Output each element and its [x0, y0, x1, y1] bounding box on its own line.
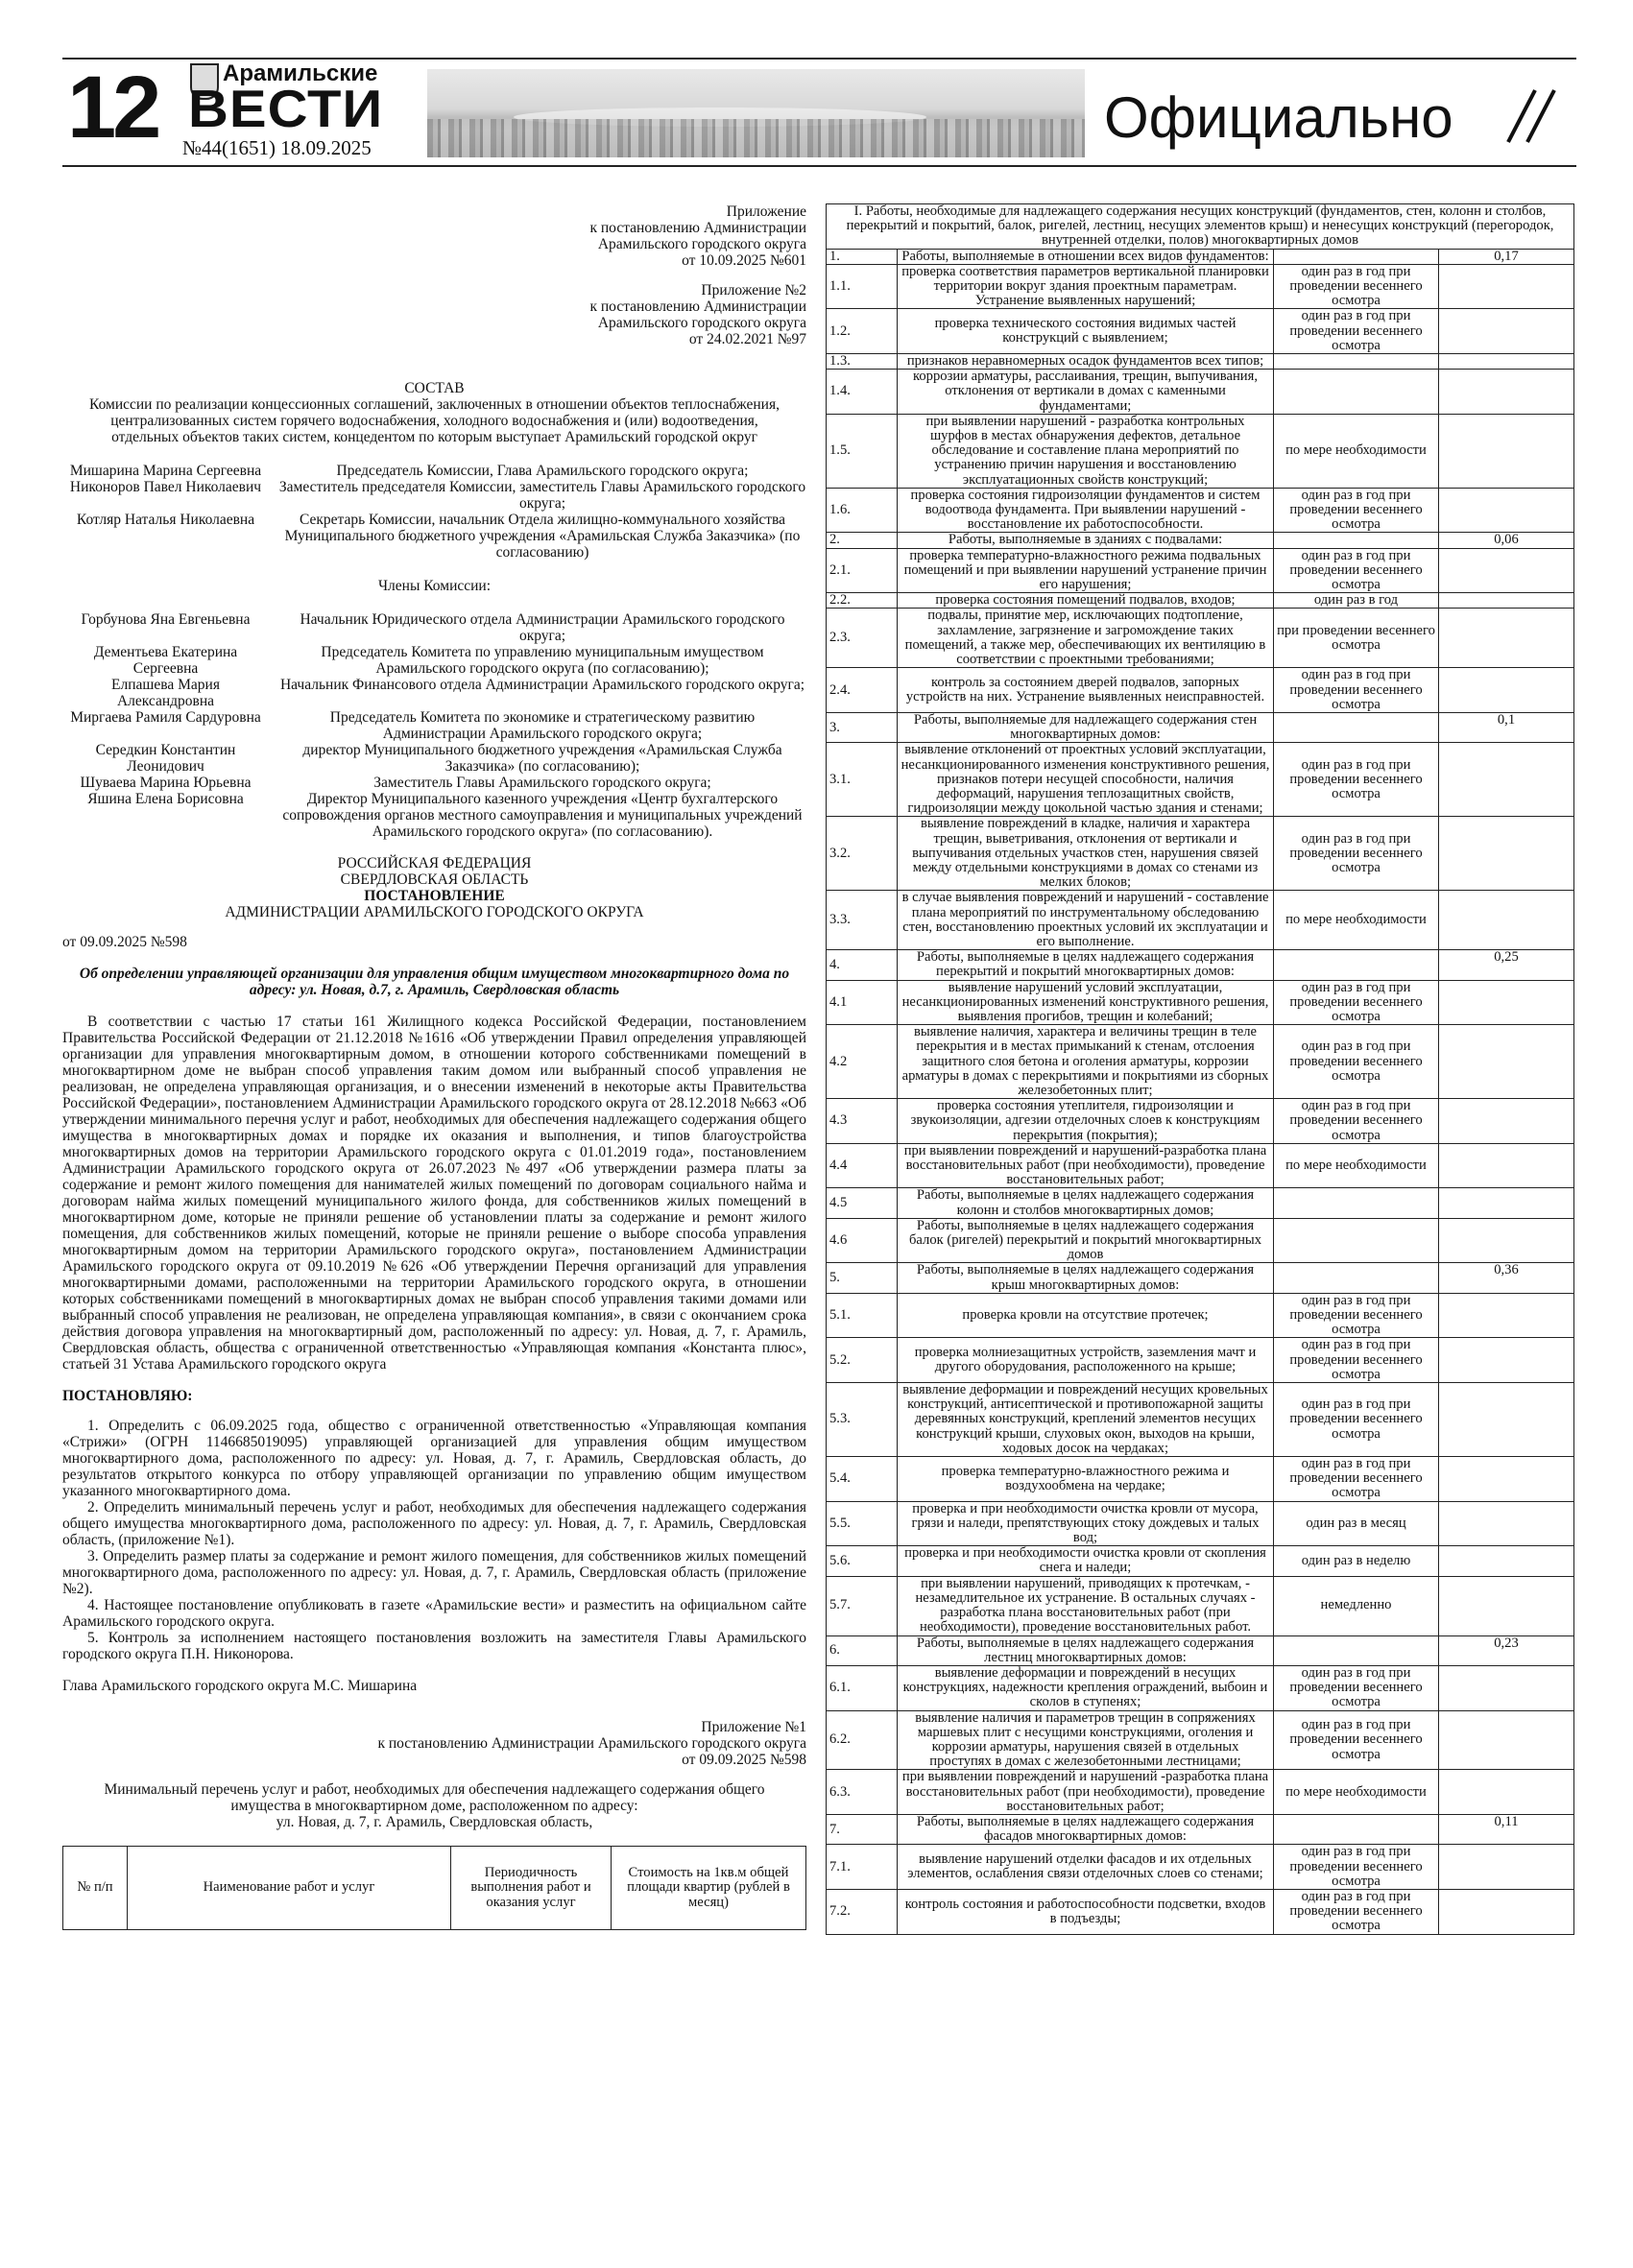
- roster-row: [62, 791, 806, 840]
- appendix-line: от 09.09.2025 №598: [682, 1752, 806, 1768]
- row-cost: 0,23: [1439, 1635, 1574, 1665]
- row-period: [1274, 249, 1439, 264]
- row-cost: [1439, 548, 1574, 593]
- row-number: 2.1.: [827, 548, 898, 593]
- appendix-line: к постановлению Администрации Арамильского городского округа: [377, 1735, 806, 1752]
- decree-signature: Глава Арамильского городского округа М.С. Мишарина: [62, 1678, 418, 1694]
- member-position: Председатель Комитета по экономике и стратегическому развитию Администрации Арамильского городского округа;: [329, 709, 756, 742]
- row-work-name: выявление отклонений от проектных условий эксплуатации, несанкционированного изменения конструктивного решения, признаков потери несущей способности, наличия деформаций, нарушения теплозащитных свойств, гидроизоляции между цокольной частью здания и стенами;: [898, 743, 1274, 817]
- member-position: Секретарь Комиссии, начальник Отдела жилищно-коммунального хозяйства Муниципального бюджетного учреждения «Арамильская Служба Заказчика» (по согласованию): [284, 512, 801, 561]
- header-landscape-photo: [427, 69, 1085, 157]
- row-number: 1.5.: [827, 414, 898, 488]
- decree-type: ПОСТАНОВЛЕНИЕ: [364, 888, 505, 904]
- row-work-name: выявление деформации и повреждений несущих кровельных конструкций, антисептической и противопожарной защиты деревянных конструкций, креплений элементов несущих конструкций крыши, слуховых окон, выходов на крыши, ходовых досок на чердаках;: [898, 1383, 1274, 1457]
- logo-small-text: Арамильские: [223, 60, 378, 86]
- row-work-name: Работы, выполняемые в зданиях с подвалами:: [898, 533, 1274, 548]
- row-number: 4.2: [827, 1025, 898, 1099]
- appendix-2-block: [62, 282, 806, 347]
- table-row: [827, 817, 1574, 891]
- roster-row: [62, 611, 806, 644]
- table-row: [827, 609, 1574, 668]
- row-period: [1274, 1218, 1439, 1263]
- member-position: Директор Муниципального казенного учреждения «Центр бухгалтерского сопровождения органов местного самоуправления и муниципальных учреждений Арамильского городского округа» (по согласованию).: [282, 791, 803, 840]
- table-row: [827, 1546, 1574, 1576]
- row-number: 5.4.: [827, 1457, 898, 1502]
- appendix-line: Арамильского городского округа: [597, 315, 806, 331]
- table-row: [827, 891, 1574, 950]
- row-cost: [1439, 414, 1574, 488]
- decree-region: СВЕРДЛОВСКАЯ ОБЛАСТЬ: [340, 871, 529, 888]
- row-work-name: Работы, выполняемые в отношении всех видов фундаментов:: [898, 249, 1274, 264]
- row-number: 4.3: [827, 1099, 898, 1144]
- row-period: один раз в год при проведении весеннего осмотра: [1274, 980, 1439, 1025]
- table-row: [827, 488, 1574, 533]
- row-cost: [1439, 354, 1574, 370]
- row-period: один раз в год при проведении весеннего осмотра: [1274, 264, 1439, 309]
- member-position: Председатель Комитета по управлению муниципальным имуществом Арамильского городского округа (по согласованию);: [321, 644, 764, 677]
- row-cost: [1439, 1710, 1574, 1770]
- commission-leaders: [62, 463, 806, 561]
- table-row: [827, 548, 1574, 593]
- row-cost: [1439, 609, 1574, 668]
- decree-item: 5. Контроль за исполнением настоящего постановления возложить на заместителя Главы Арамильского городского округа П.Н. Никонорова.: [62, 1630, 806, 1662]
- row-period: по мере необходимости: [1274, 1143, 1439, 1188]
- table-row: [827, 1889, 1574, 1934]
- row-period: [1274, 1263, 1439, 1293]
- table-row: [827, 950, 1574, 980]
- appendix-1-block: [62, 1719, 806, 1768]
- roster-row: [62, 709, 806, 742]
- row-period: один раз в год при проведении весеннего осмотра: [1274, 1025, 1439, 1099]
- table-row: [827, 1218, 1574, 1263]
- appendix-line: к постановлению Администрации: [589, 298, 806, 315]
- member-name: Никоноров Павел Николаевич: [69, 479, 262, 495]
- table-row: [827, 249, 1574, 264]
- row-cost: [1439, 593, 1574, 609]
- row-work-name: Работы, выполняемые в целях надлежащего содержания лестниц многоквартирных домов:: [898, 1635, 1274, 1665]
- row-period: один раз в год при проведении весеннего осмотра: [1274, 1099, 1439, 1144]
- member-position: Начальник Финансового отдела Администрации Арамильского городского округа;: [279, 677, 805, 693]
- member-name: Елпашева Мария Александровна: [111, 677, 220, 709]
- row-work-name: Работы, выполняемые в целях надлежащего содержания крыш многоквартирных домов:: [898, 1263, 1274, 1293]
- row-cost: [1439, 1099, 1574, 1144]
- table-row: [827, 533, 1574, 548]
- row-work-name: коррозии арматуры, расслаивания, трещин, выпучивания, отклонения от вертикали в домах с каменными фундаментами;: [898, 370, 1274, 415]
- table-row: [827, 414, 1574, 488]
- row-number: 3.: [827, 712, 898, 742]
- table-rows: [827, 249, 1574, 1934]
- row-cost: [1439, 743, 1574, 817]
- table-row: [827, 1576, 1574, 1635]
- row-number: 2.4.: [827, 668, 898, 713]
- row-cost: [1439, 1188, 1574, 1218]
- member-position: директор Муниципального бюджетного учреждения «Арамильская Служба Заказчика» (по согласованию);: [302, 742, 782, 775]
- row-work-name: проверка состояния утеплителя, гидроизоляции и звукоизоляции, адгезии отделочных слоев к конструкциям перекрытия (покрытия);: [898, 1099, 1274, 1144]
- member-name: Яшина Елена Борисовна: [87, 791, 244, 807]
- row-period: один раз в год при проведении весеннего осмотра: [1274, 1338, 1439, 1383]
- commission-members: [62, 611, 806, 840]
- roster-row: [62, 775, 806, 791]
- appendix-1-title: Минимальный перечень услуг и работ, необходимых для обеспечения надлежащего содержания общего имущества в многоквартирном доме, расположенном по адресу:: [104, 1781, 765, 1814]
- table-row: [827, 370, 1574, 415]
- member-name: Мишарина Марина Сергеевна: [69, 463, 262, 479]
- row-cost: [1439, 817, 1574, 891]
- row-period: один раз в год при проведении весеннего осмотра: [1274, 668, 1439, 713]
- row-cost: [1439, 1665, 1574, 1710]
- row-number: 2.: [827, 533, 898, 548]
- row-work-name: проверка состояния гидроизоляции фундаментов и систем водоотвода фундамента. При выявлении нарушений - восстановление их работоспособности.: [898, 488, 1274, 533]
- appendix-line: от 24.02.2021 №97: [688, 331, 806, 347]
- decree-item: 4. Настоящее постановление опубликовать в газете «Арамильские вести» и разместить на официальном сайте Арамильского городского округа.: [62, 1597, 806, 1630]
- row-cost: [1439, 891, 1574, 950]
- member-position: Начальник Юридического отдела Администрации Арамильского городского округа;: [300, 611, 785, 644]
- row-cost: [1439, 1383, 1574, 1457]
- row-cost: [1439, 1889, 1574, 1934]
- row-work-name: выявление нарушений отделки фасадов и их отдельных элементов, ослабления связи отделочных слоев со стенами;: [898, 1845, 1274, 1890]
- decree-item: 2. Определить минимальный перечень услуг и работ, необходимых для обеспечения надлежащего содержания общего имущества многоквартирного дома, расположенного по адресу: ул. Новая, д. 7, г. Арамиль, Свердловская область, (приложение №1).: [62, 1499, 806, 1548]
- row-period: по мере необходимости: [1274, 891, 1439, 950]
- appendix-line: к постановлению Администрации: [589, 220, 806, 236]
- appendix-main-block: [62, 203, 806, 269]
- row-work-name: при выявлении повреждений и нарушений-разработка плана восстановительных работ (при необходимости), проведение восстановительных работ;: [898, 1143, 1274, 1188]
- section-title: Официально: [1104, 85, 1453, 150]
- row-period: [1274, 1635, 1439, 1665]
- table-row: [827, 1710, 1574, 1770]
- header-cost: Стоимость на 1кв.м общей площади квартир (рублей в месяц): [612, 1847, 806, 1930]
- table-row: [827, 1457, 1574, 1502]
- member-name: Котляр Наталья Николаевна: [76, 512, 255, 528]
- decree-authority: АДМИНИСТРАЦИИ АРАМИЛЬСКОГО ГОРОДСКОГО ОКРУГА: [225, 904, 644, 920]
- row-period: немедленно: [1274, 1576, 1439, 1635]
- row-cost: [1439, 1845, 1574, 1890]
- decree-item: 1. Определить с 06.09.2025 года, общество с ограниченной ответственностью «Управляющая компания «Стрижи» (ОГРН 1146685019095) управляющей организацией для управления общим имуществом многоквартирного дома, расположенного по адресу: ул. Новая, д. 7, г. Арамиль, Свердловская область, до результатов открытого конкурса по отбору управляющей организации по управлению общим имуществом указанного многоквартирного дома.: [62, 1418, 806, 1499]
- row-number: 4.5: [827, 1188, 898, 1218]
- row-period: один раз в год при проведении весеннего осмотра: [1274, 1845, 1439, 1890]
- row-cost: [1439, 1218, 1574, 1263]
- member-name: Миргаева Рамиля Сардуровна: [70, 709, 261, 726]
- row-number: 1.2.: [827, 309, 898, 354]
- member-name: Шуваева Марина Юрьевна: [80, 775, 252, 791]
- section-title-cell: I. Работы, необходимые для надлежащего содержания несущих конструкций (фундаментов, стен, колонн и столбов, перекрытий и покрытий, балок, ригелей, лестниц, несущих элементов крыш) и ненесущих конструкций (перегородок, внутренней отделки, полов) многоквартирных домов: [827, 204, 1574, 250]
- row-cost: [1439, 1546, 1574, 1576]
- row-number: 1.4.: [827, 370, 898, 415]
- row-number: 4.: [827, 950, 898, 980]
- row-work-name: Работы, выполняемые в целях надлежащего содержания фасадов многоквартирных домов:: [898, 1814, 1274, 1844]
- row-work-name: Работы, выполняемые в целях надлежащего содержания балок (ригелей) перекрытий и покрытий многоквартирных домов: [898, 1218, 1274, 1263]
- logo-big-text: ВЕСТИ: [188, 79, 384, 139]
- table-row: [827, 1383, 1574, 1457]
- row-work-name: при выявлении повреждений и нарушений -разработка плана восстановительных работ (при необходимости), проведение восстановительных работ;: [898, 1770, 1274, 1815]
- roster-row: [62, 512, 806, 561]
- row-cost: 0,25: [1439, 950, 1574, 980]
- row-work-name: Работы, выполняемые в целях надлежащего содержания колонн и столбов многоквартирных домов;: [898, 1188, 1274, 1218]
- row-number: 6.: [827, 1635, 898, 1665]
- row-period: один раз в год при проведении весеннего осмотра: [1274, 1710, 1439, 1770]
- row-period: один раз в год: [1274, 593, 1439, 609]
- appendix-line: Приложение №1: [701, 1719, 806, 1735]
- row-number: 6.1.: [827, 1665, 898, 1710]
- row-number: 4.1: [827, 980, 898, 1025]
- row-period: при проведении весеннего осмотра: [1274, 609, 1439, 668]
- row-period: [1274, 370, 1439, 415]
- row-cost: [1439, 1457, 1574, 1502]
- decree-header: [62, 855, 806, 920]
- row-number: 5.5.: [827, 1501, 898, 1546]
- decree-country: РОССИЙСКАЯ ФЕДЕРАЦИЯ: [337, 855, 532, 871]
- table-row: [827, 1845, 1574, 1890]
- table-row: [827, 593, 1574, 609]
- row-work-name: проверка и при необходимости очистка кровли от скопления снега и наледи;: [898, 1546, 1274, 1576]
- row-work-name: выявление нарушений условий эксплуатации, несанкционированных изменений конструктивного решения, выявления прогибов, трещин и колебаний;: [898, 980, 1274, 1025]
- table-row: [827, 1814, 1574, 1844]
- decree-preamble: В соответствии с частью 17 статьи 161 Жилищного кодекса Российской Федерации, постановлением Правительства Российской Федерации от 21.12.2018 №1616 «Об утверждении Правил определения управляющей организации для управления многоквартирным домом, в отношении которого собственниками помещений в многоквартирном доме не выбран способ управления таким домом или выбранный способ управления не реализован, не определена управляющая организация, и о внесении изменений в некоторые акты Правительства Российской Федерации», постановлением Администрации Арамильского городского округа от 28.12.2018 №663 «Об утверждении минимального перечня услуг и работ, необходимых для обеспечения надлежащего содержания общего имущества в многоквартирных домах и порядке их оказания и выполнения, и типов благоустройства многоквартирных домов на территории Арамильского городского округа с 01.01.2019 года», постановлением Администрации Арамильского городского округа от 26.07.2023 №497 «Об утверждении размера платы за содержание и ремонт жилого помещения для нанимателей жилых помещений по договорам социального найма и договорам найма жилых помещений муниципального жилого фонда, для собственников жилых помещений в многоквартирном доме, которые не приняли решение об установлении платы за содержание и ремонт жилого помещения, для собственников жилых помещений, которые не приняли решение о выборе способа управления многоквартирным домом на территории Арамильского городского округа», постановлением Администрации Арамильского городского округа от 09.10.2019 №626 «Об утверждении Перечня организаций для управления многоквартирными домами, расположенными на территории Арамильского городского округа, в отношении которых собственниками помещений в многоквартирных домах не выбран способ управления такими домами или выбранный способ управления не реализован, не определена управляющая компания», в связи с окончанием срока действия договора управления на многоквартирный дом, расположенный по адресу: ул. Новая, д. 7, г. Арамиль, Свердловская область, общества с ограниченной ответственностью «Управляющая компания «Константа плюс», статьей 31 Устава Арамильского городского округа: [62, 1014, 806, 1373]
- row-period: [1274, 712, 1439, 742]
- decree-resolve: ПОСТАНОВЛЯЮ:: [62, 1388, 193, 1404]
- member-position: Заместитель председателя Комиссии, заместитель Главы Арамильского городского округа;: [278, 479, 806, 512]
- row-period: один раз в год при проведении весеннего осмотра: [1274, 488, 1439, 533]
- row-work-name: Работы, выполняемые для надлежащего содержания стен многоквартирных домов:: [898, 712, 1274, 742]
- table-row: [827, 668, 1574, 713]
- header-period: Периодичность выполнения работ и оказания услуг: [451, 1847, 612, 1930]
- row-work-name: в случае выявления повреждений и нарушений - составление плана мероприятий по инструментальному обследованию стен, восстановлению проектных условий их эксплуатации и его выполнение.: [898, 891, 1274, 950]
- row-period: один раз в год при проведении весеннего осмотра: [1274, 743, 1439, 817]
- composition-subtitle: Комиссии по реализации концессионных соглашений, заключенных в отношении объектов теплоснабжения, централизованных систем горячего водоснабжения, холодного водоснабжения и (или) водоотведения, отдельных объектов таких систем, концедентом по которым выступает Арамильский городской округ: [89, 396, 780, 445]
- row-work-name: выявление наличия и параметров трещин в сопряжениях маршевых плит с несущими конструкциями, оголения и коррозии арматуры, нарушения связей в отдельных проступях в домах с железобетонными лестницами;: [898, 1710, 1274, 1770]
- row-period: один раз в год при проведении весеннего осмотра: [1274, 309, 1439, 354]
- row-period: один раз в год при проведении весеннего осмотра: [1274, 1889, 1439, 1934]
- row-period: [1274, 950, 1439, 980]
- table-row: [827, 309, 1574, 354]
- table-row: [827, 1635, 1574, 1665]
- appendix-line: Приложение №2: [701, 282, 806, 298]
- member-name: Середкин Константин Леонидович: [95, 742, 236, 775]
- table-row: [827, 1143, 1574, 1188]
- row-cost: [1439, 488, 1574, 533]
- table-row: [827, 712, 1574, 742]
- header-name: Наименование работ и услуг: [128, 1847, 451, 1930]
- row-cost: [1439, 1576, 1574, 1635]
- row-cost: [1439, 1770, 1574, 1815]
- double-slash-icon: [1502, 86, 1560, 146]
- table-row: [827, 354, 1574, 370]
- row-period: один раз в год при проведении весеннего осмотра: [1274, 548, 1439, 593]
- row-period: один раз в год при проведении весеннего осмотра: [1274, 1293, 1439, 1338]
- row-period: один раз в месяц: [1274, 1501, 1439, 1546]
- row-work-name: при выявлении нарушений - разработка контрольных шурфов в местах обнаружения дефектов, детальное обследование и составление плана мероприятий по устранению причин нарушения и восстановлению эксплуатационных свойств конструкций;: [898, 414, 1274, 488]
- appendix-line: Приложение: [726, 203, 806, 220]
- right-column: [826, 203, 1574, 1935]
- page-number: 12: [67, 59, 158, 156]
- appendix-line: от 10.09.2025 №601: [682, 252, 806, 269]
- row-number: 1.6.: [827, 488, 898, 533]
- services-table-header: [62, 1846, 806, 1930]
- row-number: 5.2.: [827, 1338, 898, 1383]
- row-number: 1.3.: [827, 354, 898, 370]
- row-work-name: проверка кровли на отсутствие протечек;: [898, 1293, 1274, 1338]
- row-cost: 0,1: [1439, 712, 1574, 742]
- row-number: 1.: [827, 249, 898, 264]
- table-row: [827, 1293, 1574, 1338]
- roster-row: [62, 644, 806, 677]
- table-row: [827, 1501, 1574, 1546]
- roster-row: [62, 479, 806, 512]
- table-row: [827, 1263, 1574, 1293]
- member-name: Дементьева Екатерина Сергеевна: [93, 644, 238, 677]
- row-period: [1274, 354, 1439, 370]
- row-cost: [1439, 370, 1574, 415]
- decree-date: от 09.09.2025 №598: [62, 934, 187, 950]
- row-period: один раз в год при проведении весеннего осмотра: [1274, 1665, 1439, 1710]
- header-top-rule: [62, 58, 1576, 60]
- row-work-name: выявление деформации и повреждений в несущих конструкциях, надежности крепления ограждений, выбоин и сколов в ступенях;: [898, 1665, 1274, 1710]
- row-cost: [1439, 264, 1574, 309]
- row-number: 7.2.: [827, 1889, 898, 1934]
- table-row: [827, 264, 1574, 309]
- row-number: 4.4: [827, 1143, 898, 1188]
- row-period: один раз в год при проведении весеннего осмотра: [1274, 817, 1439, 891]
- row-number: 4.6: [827, 1218, 898, 1263]
- row-number: 5.1.: [827, 1293, 898, 1338]
- row-number: 5.3.: [827, 1383, 898, 1457]
- table-section-row: [827, 204, 1574, 250]
- row-work-name: проверка молниезащитных устройств, заземления мачт и другого оборудования, расположенного на крыше;: [898, 1338, 1274, 1383]
- row-number: 2.2.: [827, 593, 898, 609]
- row-period: [1274, 1188, 1439, 1218]
- table-row: [827, 980, 1574, 1025]
- appendix-1-address: ул. Новая, д. 7, г. Арамиль, Свердловская область,: [276, 1814, 593, 1830]
- row-period: один раз в неделю: [1274, 1546, 1439, 1576]
- roster-row: [62, 677, 806, 709]
- decree-item: 3. Определить размер платы за содержание и ремонт жилого помещения, для собственников жилых помещений многоквартирного дома, расположенного по адресу: ул. Новая, д. 7, г. Арамиль, Свердловская область (приложение №2).: [62, 1548, 806, 1597]
- row-cost: 0,06: [1439, 533, 1574, 548]
- table-row: [827, 1665, 1574, 1710]
- header-bottom-rule: [62, 165, 1576, 167]
- row-number: 1.1.: [827, 264, 898, 309]
- row-cost: [1439, 1293, 1574, 1338]
- table-row: [827, 1188, 1574, 1218]
- table-row: [827, 1099, 1574, 1144]
- row-work-name: контроль за состоянием дверей подвалов, запорных устройств на них. Устранение выявленных неисправностей.: [898, 668, 1274, 713]
- member-name: Горбунова Яна Евгеньевна: [81, 611, 251, 628]
- row-number: 5.6.: [827, 1546, 898, 1576]
- row-work-name: проверка соответствия параметров вертикальной планировки территории вокруг здания проектным параметрам. Устранение выявленных нарушений;: [898, 264, 1274, 309]
- row-work-name: проверка технического состояния видимых частей конструкций с выявлением;: [898, 309, 1274, 354]
- row-number: 6.2.: [827, 1710, 898, 1770]
- row-number: 2.3.: [827, 609, 898, 668]
- issue-number: №44(1651) 18.09.2025: [182, 136, 372, 159]
- photo-trees: [427, 119, 1085, 157]
- table-row: [827, 743, 1574, 817]
- row-work-name: проверка температурно-влажностного режима подвальных помещений и при выявлении нарушений устранение причин его нарушения;: [898, 548, 1274, 593]
- row-number: 3.3.: [827, 891, 898, 950]
- row-cost: [1439, 1025, 1574, 1099]
- row-cost: [1439, 1501, 1574, 1546]
- row-work-name: при выявлении нарушений, приводящих к протечкам, - незамедлительное их устранение. В остальных случаях - разработка плана восстановительных работ (при необходимости), проведение восстановительных работ.: [898, 1576, 1274, 1635]
- row-period: по мере необходимости: [1274, 1770, 1439, 1815]
- roster-row: [62, 742, 806, 775]
- row-period: [1274, 533, 1439, 548]
- row-work-name: Работы, выполняемые в целях надлежащего содержания перекрытий и покрытий многоквартирных домов:: [898, 950, 1274, 980]
- row-work-name: выявление повреждений в кладке, наличия и характера трещин, выветривания, отклонения от вертикали и выпучивания отдельных участков стен, нарушения связей между отдельными конструкциями в домах со стенами из мелких блоков;: [898, 817, 1274, 891]
- decree-title: Об определении управляющей организации для управления общим имуществом многоквартирного дома по адресу: ул. Новая, д.7, г. Арамиль, Свердловская область: [79, 966, 790, 998]
- row-period: по мере необходимости: [1274, 414, 1439, 488]
- row-number: 3.2.: [827, 817, 898, 891]
- row-number: 3.1.: [827, 743, 898, 817]
- table-row: [827, 1025, 1574, 1099]
- appendix-line: Арамильского городского округа: [597, 236, 806, 252]
- member-position: Заместитель Главы Арамильского городского округа;: [373, 775, 711, 791]
- row-work-name: выявление наличия, характера и величины трещин в теле перекрытия и в местах примыканий к стенам, отслоения защитного слоя бетона и оголения арматуры, коррозии арматуры в домах с перекрытиями и покрытиями из сборных железобетонных плит;: [898, 1025, 1274, 1099]
- row-number: 6.3.: [827, 1770, 898, 1815]
- header-num: № п/п: [63, 1847, 128, 1930]
- left-column: [62, 203, 806, 1930]
- row-number: 5.7.: [827, 1576, 898, 1635]
- table-header-row: [63, 1847, 806, 1930]
- row-work-name: контроль состояния и работоспособности подсветки, входов в подъезды;: [898, 1889, 1274, 1934]
- services-table: [826, 203, 1574, 1935]
- row-work-name: проверка и при необходимости очистка кровли от мусора, грязи и наледи, препятствующих стоку дождевых и талых вод;: [898, 1501, 1274, 1546]
- row-work-name: проверка состояния помещений подвалов, входов;: [898, 593, 1274, 609]
- row-work-name: подвалы, принятие мер, исключающих подтопление, захламление, загрязнение и загромождение таких помещений, а также мер, обеспечивающих их вентиляцию в соответствии с проектными требованиями;: [898, 609, 1274, 668]
- member-position: Председатель Комиссии, Глава Арамильского городского округа;: [336, 463, 749, 479]
- row-cost: 0,36: [1439, 1263, 1574, 1293]
- table-row: [827, 1338, 1574, 1383]
- table-row: [827, 1770, 1574, 1815]
- decree-items: [62, 1418, 806, 1662]
- row-number: 7.: [827, 1814, 898, 1844]
- row-cost: 0,17: [1439, 249, 1574, 264]
- row-cost: [1439, 668, 1574, 713]
- row-number: 5.: [827, 1263, 898, 1293]
- row-cost: [1439, 1338, 1574, 1383]
- row-number: 7.1.: [827, 1845, 898, 1890]
- row-cost: [1439, 309, 1574, 354]
- row-period: один раз в год при проведении весеннего осмотра: [1274, 1457, 1439, 1502]
- row-cost: [1439, 1143, 1574, 1188]
- row-period: [1274, 1814, 1439, 1844]
- composition-title: СОСТАВ: [404, 380, 465, 396]
- row-period: один раз в год при проведении весеннего осмотра: [1274, 1383, 1439, 1457]
- row-cost: [1439, 980, 1574, 1025]
- members-title: Члены Комиссии:: [377, 578, 492, 594]
- row-work-name: признаков неравномерных осадок фундаментов всех типов;: [898, 354, 1274, 370]
- row-work-name: проверка температурно-влажностного режима и воздухообмена на чердаке;: [898, 1457, 1274, 1502]
- row-cost: 0,11: [1439, 1814, 1574, 1844]
- roster-row: [62, 463, 806, 479]
